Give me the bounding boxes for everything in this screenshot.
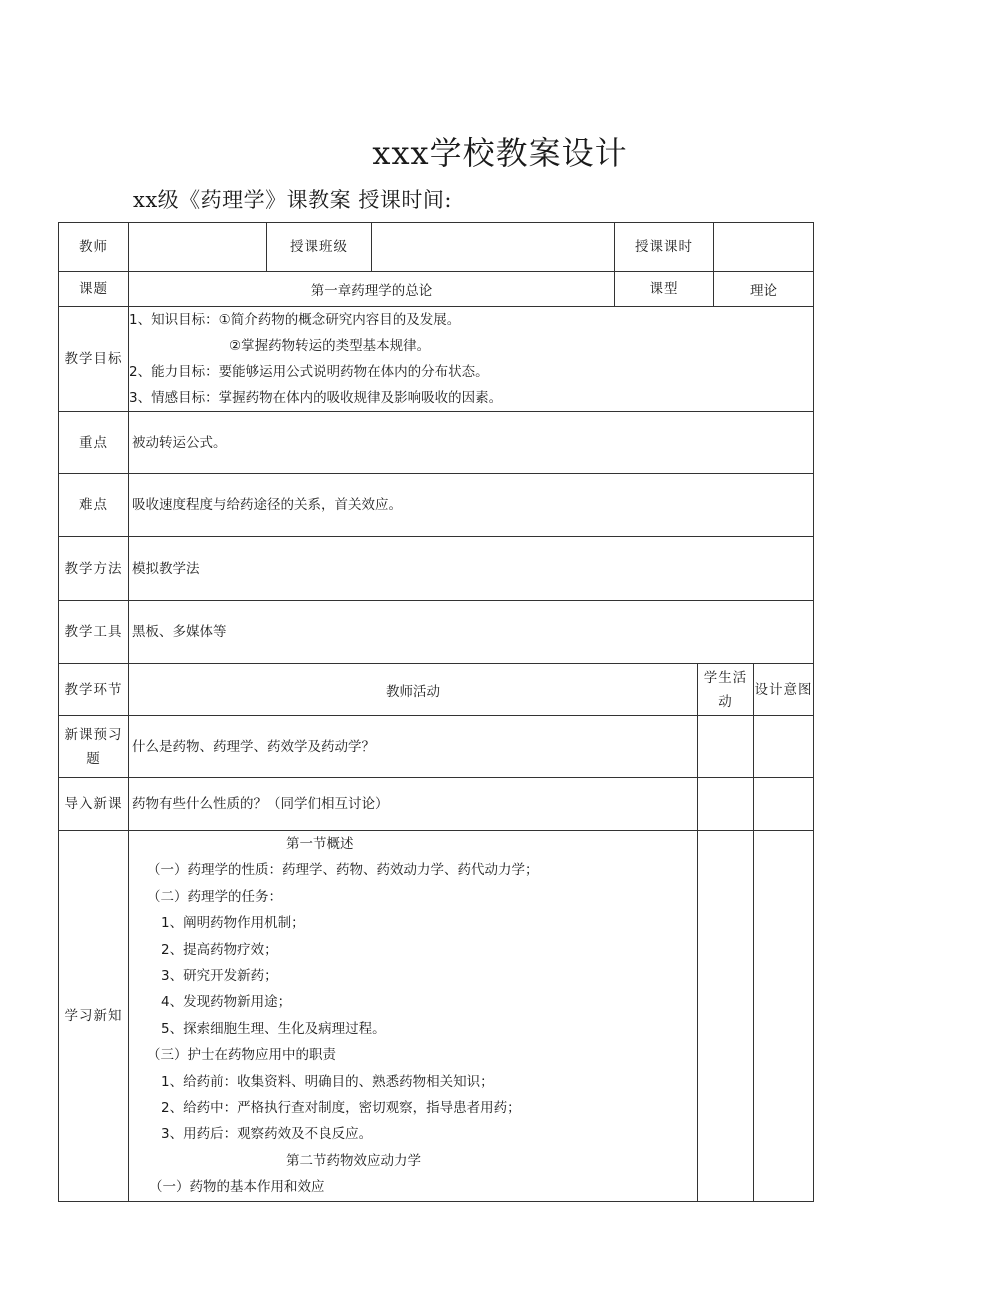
study-line: 1、给药前：收集资料、明确目的、熟悉药物相关知识； — [161, 1073, 494, 1090]
teacher-activity-header: 教师活动 — [129, 664, 698, 716]
study-line: （一）药物的基本作用和效应 — [149, 1179, 325, 1196]
objective-line: 2、能力目标：要能够运用公式说明药物在体内的分布状态。 — [129, 364, 489, 380]
difficulty-row — [59, 474, 814, 537]
difficulty-label: 难点 — [59, 474, 129, 537]
stage-header: 教学环节 — [59, 664, 129, 716]
study-line: 2、提高药物疗效； — [161, 941, 278, 958]
topic-label: 课题 — [59, 272, 129, 307]
teacher-label: 教师 — [59, 223, 129, 272]
document-title: xxx学校教案设计 — [372, 134, 628, 172]
hours-label: 授课课时 — [615, 223, 714, 272]
lesson-plan-sheet — [58, 222, 813, 1196]
study-label: 学习新知 — [59, 831, 129, 1202]
study-line: 3、研究开发新药； — [161, 968, 278, 985]
difficulty-value: 吸收速度程度与给药途径的关系，首关效应。 — [129, 474, 814, 537]
study-line: （三）护士在药物应用中的职责 — [147, 1047, 336, 1064]
section-heading: 第二节药物效应动力学 — [286, 1152, 421, 1169]
design-intent-header: 设计意图 — [754, 664, 814, 716]
study-design-cell — [754, 831, 814, 1202]
tools-label: 教学工具 — [59, 601, 129, 664]
method-row — [59, 537, 814, 601]
intro-row — [59, 778, 814, 831]
objective-line: ②掌握药物转运的类型基本规律。 — [229, 338, 431, 354]
topic-value: 第一章药理学的总论 — [129, 272, 615, 307]
tools-value: 黑板、多媒体等 — [129, 601, 814, 664]
process-header-row — [59, 664, 814, 716]
preview-row — [59, 716, 814, 778]
study-line: （二）药理学的任务： — [147, 888, 282, 905]
type-value: 理论 — [714, 272, 814, 307]
intro-value: 药物有些什么性质的？（同学们相互讨论） — [129, 778, 698, 831]
key-point-value: 被动转运公式。 — [129, 412, 814, 474]
study-student-cell — [698, 831, 754, 1202]
tools-row — [59, 601, 814, 664]
preview-student-cell — [698, 716, 754, 778]
study-content — [129, 831, 698, 1202]
intro-student-cell — [698, 778, 754, 831]
study-line: 2、给药中：严格执行查对制度，密切观察，指导患者用药； — [161, 1100, 521, 1117]
key-point-label: 重点 — [59, 412, 129, 474]
study-line: 4、发现药物新用途； — [161, 994, 292, 1011]
preview-label: 新课预习题 — [59, 716, 129, 778]
key-point-row — [59, 412, 814, 474]
section-heading: 第一节概述 — [286, 836, 354, 852]
study-line: （一）药理学的性质：药理学、药物、药效动力学、药代动力学； — [147, 862, 539, 879]
objective-line: 3、情感目标：掌握药物在体内的吸收规律及影响吸收的因素。 — [129, 390, 503, 406]
objectives-content — [129, 307, 814, 412]
method-label: 教学方法 — [59, 537, 129, 601]
class-value — [372, 223, 615, 272]
hours-value — [714, 223, 814, 272]
type-label: 课型 — [615, 272, 714, 307]
topic-row — [59, 272, 814, 307]
study-line: 3、用药后：观察药效及不良反应。 — [161, 1126, 373, 1143]
method-value: 模拟教学法 — [129, 537, 814, 601]
class-label: 授课班级 — [267, 223, 372, 272]
preview-design-cell — [754, 716, 814, 778]
document-subtitle: xx级《药理学》课教案 授课时间: — [133, 188, 452, 212]
study-line: 5、探索细胞生理、生化及病理过程。 — [161, 1020, 386, 1037]
lesson-plan-table — [58, 222, 814, 1202]
objectives-row — [59, 307, 814, 412]
student-activity-header: 学生活动 — [698, 664, 754, 716]
study-row — [59, 831, 814, 1202]
objectives-label: 教学目标 — [59, 307, 129, 412]
objective-line: 1、知识目标：①简介药物的概念研究内容目的及发展。 — [129, 312, 461, 328]
study-line: 1、阐明药物作用机制； — [161, 915, 305, 932]
intro-design-cell — [754, 778, 814, 831]
preview-value: 什么是药物、药理学、药效学及药动学？ — [129, 716, 698, 778]
teacher-value — [129, 223, 267, 272]
intro-label: 导入新课 — [59, 778, 129, 831]
info-row — [59, 223, 814, 272]
